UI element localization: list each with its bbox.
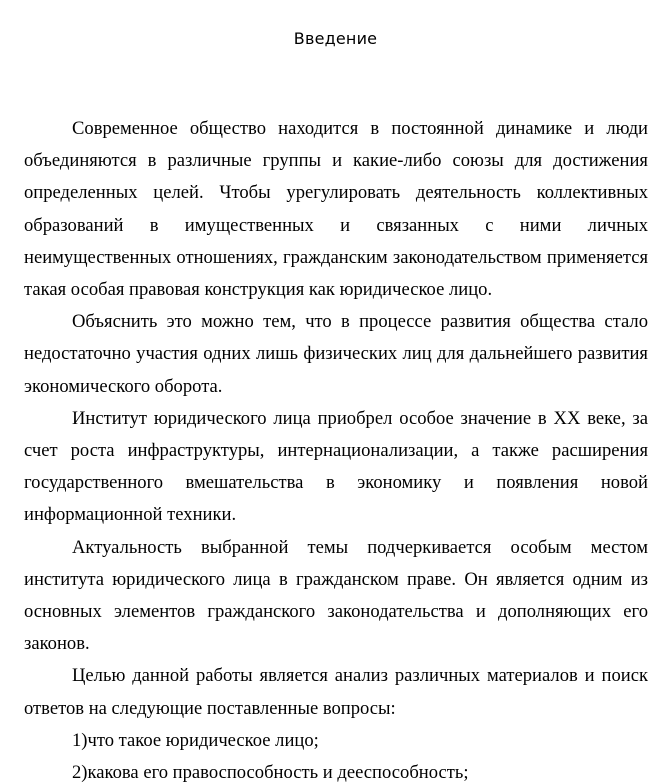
paragraph-goal: Целью данной работы является анализ различных материалов и поиск ответов на следующие поставленные вопросы: <box>24 665 648 719</box>
paragraph-institute: Институт юридического лица приобрел особое значение в XX веке, за счет роста инфраструктуры, интернационализации, а также расширения государственного вмешательства в экономику и появления новой информационной техники. <box>24 407 648 526</box>
paragraph-explanation: Объяснить это можно тем, что в процессе развития общества стало недостаточно участия одних лишь физических лиц для дальнейшего развития экономического оборота. <box>24 311 648 397</box>
paragraph-relevance: Актуальность выбранной темы подчеркивается особым местом института юридического лица в гражданском праве. Он является одним из основных элементов гражданского законодательства и дополняющих его законов. <box>24 536 648 655</box>
list-item-question-2: 2)какова его правоспособность и дееспособность; <box>72 762 469 783</box>
paragraph-intro: Современное общество находится в постоянной динамике и люди объединяются в различные группы и какие-либо союзы для достижения определенных целей. Чтобы урегулировать деятельность коллективных образований в имущественных и связанных с ними личных неимущественных отношениях, гражданским законодательством применяется такая особая правовая конструкция как юридическое лицо. <box>24 118 648 301</box>
list-item-question-1: 1)что такое юридическое лицо; <box>72 729 319 751</box>
page-title: Введение <box>293 29 378 48</box>
document-body <box>24 113 648 783</box>
